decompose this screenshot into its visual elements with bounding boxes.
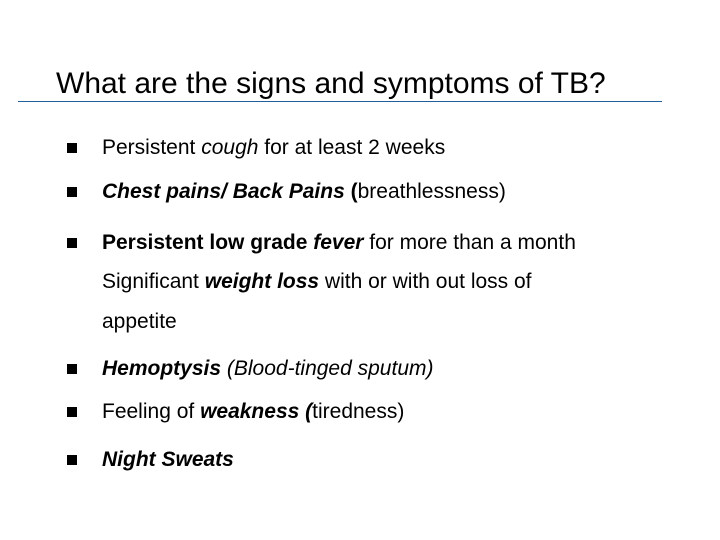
title-divider (18, 101, 662, 102)
text-segment: Chest pains/ Back Pains (102, 180, 345, 203)
symptom-line-night-sweats (102, 446, 234, 474)
text-segment: ( (344, 180, 358, 203)
text-segment: Hemoptysis (102, 357, 222, 380)
symptom-line-fever (102, 229, 576, 257)
text-segment: for at least 2 weeks (258, 136, 446, 159)
bullet-square-icon (67, 143, 77, 153)
slide-title: What are the signs and symptoms of TB? (56, 67, 606, 100)
text-segment: weakness ( (200, 400, 313, 423)
symptom-line-cough (102, 134, 445, 162)
bullet-square-icon (67, 407, 77, 417)
bullet-square-icon (67, 187, 77, 197)
bullet-square-icon (67, 364, 77, 374)
text-segment: Persistent (102, 136, 202, 159)
text-segment: Night Sweats (102, 448, 234, 471)
symptom-line-appetite (102, 308, 177, 336)
text-segment: (Blood-tinged sputum) (221, 357, 434, 380)
text-segment: with or with out loss of (319, 270, 532, 293)
text-segment: Significant (102, 270, 205, 293)
text-segment: weight loss (204, 270, 320, 293)
bullet-square-icon (67, 455, 77, 465)
symptom-line-weakness (102, 398, 404, 426)
text-segment: appetite (102, 310, 177, 333)
symptom-line-weight-loss (102, 268, 532, 296)
symptom-line-hemoptysis (102, 355, 434, 383)
text-segment: cough (201, 136, 259, 159)
text-segment: for more than a month (363, 231, 576, 254)
text-segment: fever (313, 231, 364, 254)
text-segment: Persistent low grade (102, 231, 314, 254)
text-segment: Feeling of (102, 400, 201, 423)
text-segment: breathlessness) (357, 180, 506, 203)
symptom-line-chest-pains (102, 178, 506, 206)
bullet-square-icon (67, 238, 77, 248)
text-segment: tiredness) (312, 400, 405, 423)
